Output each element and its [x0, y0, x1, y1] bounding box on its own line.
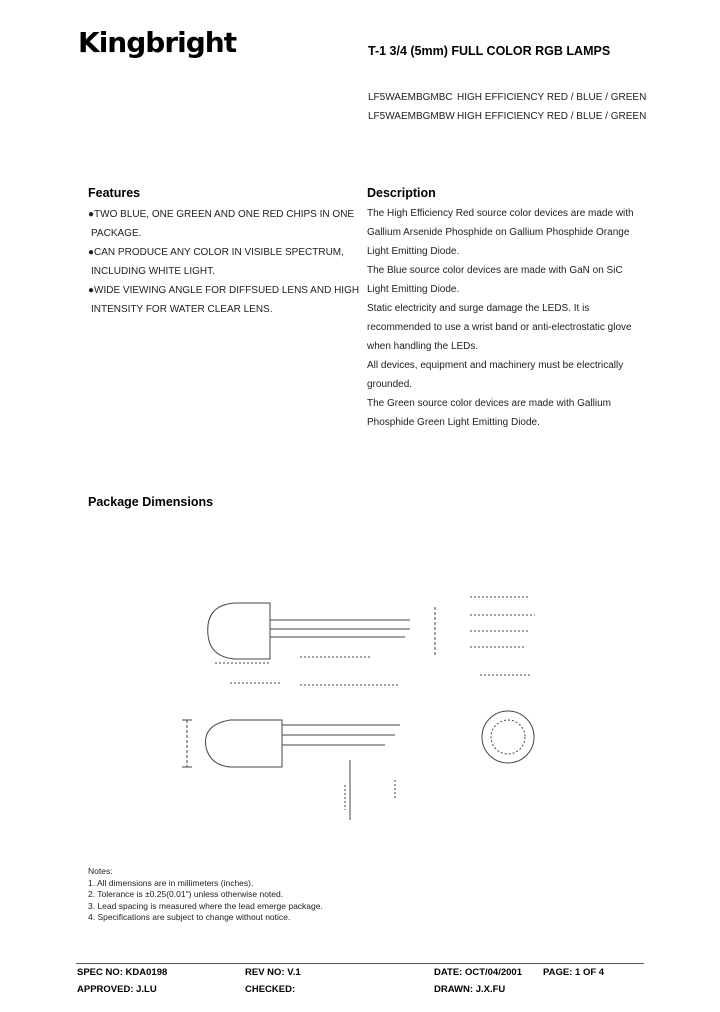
- part-number: LF5WAEMBGMBC: [368, 92, 453, 103]
- description-line: The High Efficiency Red source color devices are made with: [367, 208, 634, 219]
- feature-line: INCLUDING WHITE LIGHT.: [91, 266, 215, 277]
- description-line: Static electricity and surge damage the LEDS. It is: [367, 303, 590, 314]
- description-line: when handling the LEDs.: [367, 341, 479, 352]
- feature-line: ●CAN PRODUCE ANY COLOR IN VISIBLE SPECTRUM,: [88, 247, 344, 258]
- description-line: Light Emitting Diode.: [367, 246, 460, 257]
- feature-line: ●TWO BLUE, ONE GREEN AND ONE RED CHIPS IN ONE: [88, 209, 355, 220]
- part-description: HIGH EFFICIENCY RED / BLUE / GREEN: [457, 92, 647, 103]
- revision-number: REV NO: V.1: [245, 967, 301, 978]
- features-heading: Features: [88, 186, 141, 200]
- notes-heading: Notes:: [88, 866, 113, 876]
- spec-number: SPEC NO: KDA0198: [77, 967, 168, 978]
- feature-line: ●WIDE VIEWING ANGLE FOR DIFFSUED LENS AND HIGH: [88, 285, 360, 296]
- features-list: [88, 205, 359, 319]
- description-line: Phosphide Green Light Emitting Diode.: [367, 417, 540, 428]
- description-line: recommended to use a wrist band or anti-electrostatic glove: [367, 322, 632, 333]
- description-line: Light Emitting Diode.: [367, 284, 460, 295]
- document-date: DATE: OCT/04/2001: [434, 967, 522, 978]
- drawn-by: DRAWN: J.X.FU: [434, 984, 506, 995]
- kingbright-logo: Kingbright: [78, 26, 237, 59]
- part-description: HIGH EFFICIENCY RED / BLUE / GREEN: [457, 111, 647, 122]
- footer-divider: [76, 963, 644, 964]
- feature-line: INTENSITY FOR WATER CLEAR LENS.: [91, 304, 273, 315]
- description-line: The Blue source color devices are made with GaN on SiC: [367, 265, 623, 276]
- checked-by: CHECKED:: [245, 984, 296, 995]
- part-row: [368, 111, 646, 122]
- description-line: All devices, equipment and machinery must be electrically: [367, 360, 624, 371]
- package-dimensions-drawing: [170, 585, 550, 825]
- feature-line: PACKAGE.: [91, 228, 142, 239]
- notes: [88, 866, 323, 924]
- note-line: 1. All dimensions are in millimeters (inches).: [88, 877, 254, 888]
- document-title: T-1 3/4 (5mm) FULL COLOR RGB LAMPS: [368, 44, 611, 58]
- description-body: [367, 204, 634, 432]
- description-line: The Green source color devices are made with Gallium: [367, 398, 611, 409]
- page-number: PAGE: 1 OF 4: [543, 967, 605, 978]
- note-line: 3. Lead spacing is measured where the lead emerge package.: [88, 900, 323, 911]
- part-row: [368, 92, 646, 103]
- description-line: grounded.: [367, 379, 413, 390]
- note-line: 2. Tolerance is ±0.25(0.01") unless otherwise noted.: [88, 889, 284, 899]
- description-heading: Description: [367, 186, 436, 200]
- approved-by: APPROVED: J.LU: [77, 984, 157, 995]
- note-line: 4. Specifications are subject to change without notice.: [88, 912, 291, 922]
- description-line: Gallium Arsenide Phosphide on Gallium Phosphide Orange: [367, 227, 630, 238]
- package-dimensions-heading: Package Dimensions: [88, 495, 214, 509]
- part-number: LF5WAEMBGMBW: [368, 111, 455, 122]
